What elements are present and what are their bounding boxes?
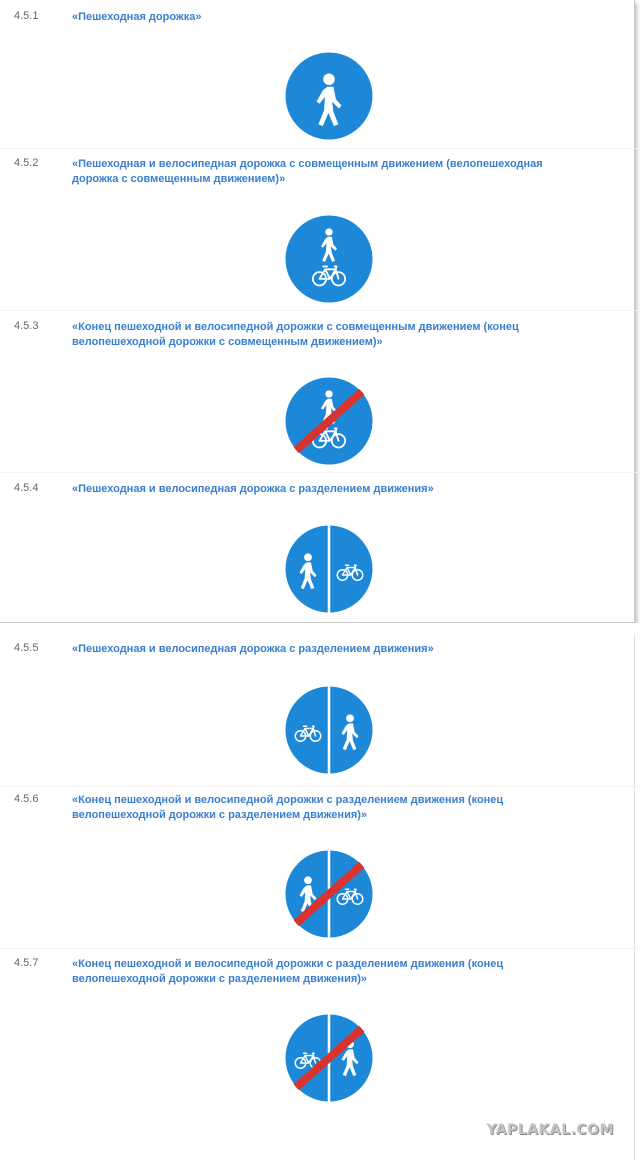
pedestrian-icon xyxy=(284,51,374,141)
item-number: 4.5.4 xyxy=(14,482,39,494)
item-title-link[interactable]: «Пешеходная и велосипедная дорожка с разделением движения» xyxy=(72,643,434,655)
end-split-bicycle-pedestrian-icon xyxy=(284,1013,374,1103)
item-title-link[interactable]: «Конец пешеходной и велосипедной дорожки с разделением движения (конец велопешеходной дорожки с разделением движения)» xyxy=(72,958,504,985)
item-number: 4.5.6 xyxy=(14,793,39,805)
split-bicycle-pedestrian-icon xyxy=(284,685,374,775)
item-number: 4.5.2 xyxy=(14,157,39,169)
item-number: 4.5.5 xyxy=(14,642,39,654)
item-title-link[interactable]: «Пешеходная и велосипедная дорожка с разделением движения» xyxy=(72,483,434,495)
pedestrian-bicycle-icon xyxy=(284,214,374,304)
divider xyxy=(0,786,640,787)
item-title-link[interactable]: «Конец пешеходной и велосипедной дорожки с разделением движения (конец велопешеходной дорожки с разделением движения)» xyxy=(72,794,504,821)
item-title-link[interactable]: «Конец пешеходной и велосипедной дорожки с совмещенным движением (конец велопешеходной дорожки с совмещенным движением)» xyxy=(72,321,519,348)
end-split-pedestrian-bicycle-icon xyxy=(284,849,374,939)
divider xyxy=(0,310,640,311)
item-title-link[interactable]: «Пешеходная и велосипедная дорожка с совмещенным движением (велопешеходная дорожка с совмещенным движением)» xyxy=(72,158,543,185)
divider xyxy=(0,948,640,949)
split-pedestrian-bicycle-icon xyxy=(284,524,374,614)
divider xyxy=(0,472,640,473)
divider xyxy=(0,148,640,149)
site-watermark: YAPLAKAL.COM xyxy=(486,1122,614,1138)
end-pedestrian-bicycle-icon xyxy=(284,376,374,466)
item-number: 4.5.3 xyxy=(14,320,39,332)
panel-gap xyxy=(0,623,640,634)
item-number: 4.5.1 xyxy=(14,10,39,22)
item-number: 4.5.7 xyxy=(14,957,39,969)
item-title-link[interactable]: «Пешеходная дорожка» xyxy=(72,11,202,23)
